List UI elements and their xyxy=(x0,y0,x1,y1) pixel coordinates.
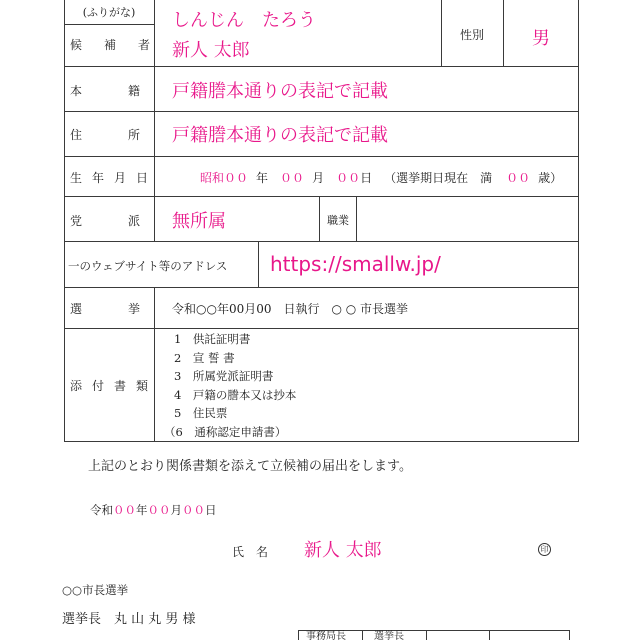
website-label: 一のウェブサイト等のアドレス xyxy=(68,259,228,273)
list-item: 2 宣 誓 書 xyxy=(174,350,235,365)
attach-label xyxy=(70,377,159,394)
list-item: （6 通称認定申請書） xyxy=(164,424,287,439)
honseki-label-text: 本籍 xyxy=(70,84,187,98)
office-col-2: 選挙長 xyxy=(374,631,404,640)
party-value[interactable]: 無所属 xyxy=(172,211,226,232)
signature-name[interactable]: 新人 太郎 xyxy=(304,540,382,561)
birth-date-line xyxy=(200,169,562,186)
job-label: 職業 xyxy=(327,214,349,227)
office-col-1: 事務局長 xyxy=(306,631,346,640)
address-label xyxy=(70,126,187,143)
attachment-list xyxy=(164,330,296,441)
furigana-label: (ふりがな) xyxy=(82,6,136,19)
list-item: 3 所属党派証明書 xyxy=(174,369,274,383)
election-value: 令和○○年00月00 日執行 ○ ○ 市長選挙 xyxy=(172,302,409,316)
date-year[interactable]: ００ xyxy=(113,503,136,517)
candidate-kana-value[interactable]: しんじん たろう xyxy=(172,10,316,31)
election-label xyxy=(70,300,187,317)
address-value[interactable]: 戸籍謄本通りの表記で記載 xyxy=(172,125,388,146)
age-value[interactable]: ００ xyxy=(506,171,531,185)
party-label-text: 党派 xyxy=(70,214,187,228)
honseki-value[interactable]: 戸籍謄本通りの表記で記載 xyxy=(172,81,388,102)
age-note-open: （選挙期日現在 満 xyxy=(384,171,493,185)
birth-year-unit: 年 xyxy=(256,171,269,185)
birth-month-unit: 月 xyxy=(312,171,325,185)
gender-value[interactable]: 男 xyxy=(532,28,550,49)
birth-label xyxy=(70,169,159,186)
candidate-label xyxy=(70,36,173,53)
date-month[interactable]: ００ xyxy=(147,503,171,517)
statement-text: 上記のとおり関係書類を添えて立候補の届出をします。 xyxy=(88,459,412,474)
birth-day-unit: 日 xyxy=(360,171,373,185)
honseki-label xyxy=(70,82,187,99)
birth-year[interactable]: ００ xyxy=(224,171,249,185)
candidate-name-value[interactable]: 新人 太郎 xyxy=(172,40,250,61)
address-label-text: 住所 xyxy=(70,128,187,142)
date-day-unit: 日 xyxy=(205,503,217,517)
birth-day[interactable]: ００ xyxy=(336,171,361,185)
gender-label: 性別 xyxy=(459,28,484,42)
list-item: 5 住民票 xyxy=(174,406,228,420)
birth-month[interactable]: ００ xyxy=(280,171,305,185)
date-era: 令和 xyxy=(90,503,113,517)
seal-icon: 印 xyxy=(538,543,551,556)
date-year-unit: 年 xyxy=(136,503,148,517)
list-item: 4 戸籍の謄本又は抄本 xyxy=(174,387,297,402)
submission-date xyxy=(90,502,217,518)
birth-label-text: 生年月日 xyxy=(70,171,159,185)
date-month-unit: 月 xyxy=(170,503,182,517)
signature-label-text: 氏名 xyxy=(232,545,281,559)
signature-label xyxy=(232,543,281,560)
birth-era[interactable]: 昭和 xyxy=(200,171,225,185)
list-item: 1 供託証明書 xyxy=(174,332,251,346)
party-label xyxy=(70,212,187,229)
candidate-label-text: 候補者 xyxy=(70,38,173,52)
recipient-chief: 選挙長 丸 山 丸 男 様 xyxy=(62,612,196,627)
age-note-close: 歳） xyxy=(538,171,563,185)
attach-label-text: 添付書類 xyxy=(70,379,159,393)
recipient-election: ○○市長選挙 xyxy=(62,583,129,597)
election-label-text: 選挙 xyxy=(70,302,187,316)
date-day[interactable]: ００ xyxy=(182,503,205,517)
website-value[interactable]: https://smallw.jp/ xyxy=(270,252,441,276)
